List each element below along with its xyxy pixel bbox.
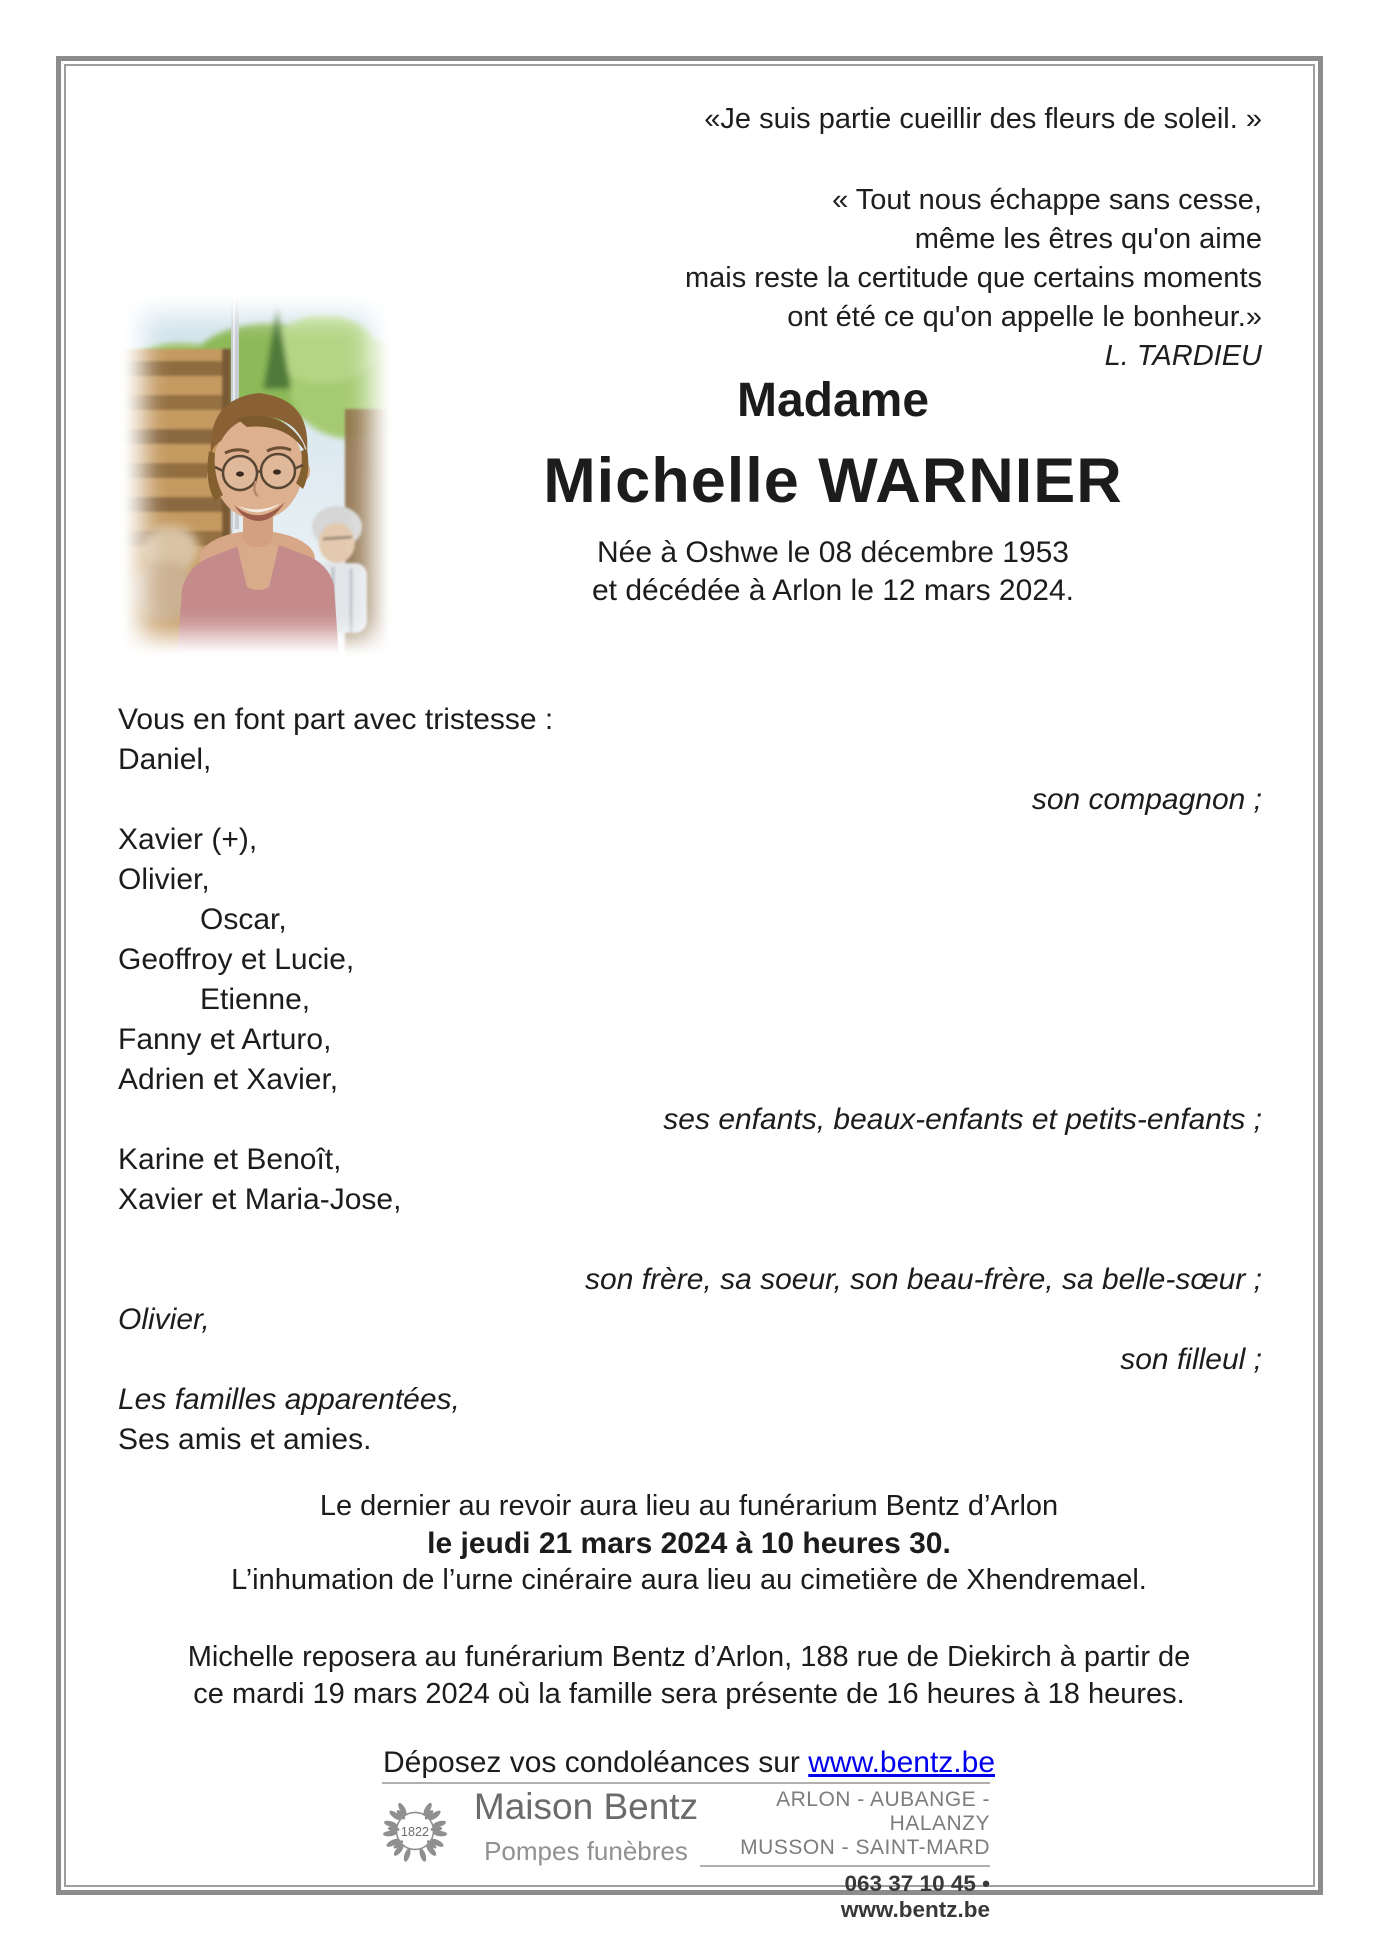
family-line: Fanny et Arturo, bbox=[118, 1023, 332, 1056]
ceremony-line: Le dernier au revoir aura lieu au funérarium Bentz d’Arlon bbox=[319, 1490, 1059, 1522]
family-relation-label: son frère, sa soeur, son beau-frère, sa belle-sœur ; bbox=[585, 1263, 1262, 1296]
deceased-birth-line: Née à Oshwe le 08 décembre 1953 bbox=[597, 536, 1069, 569]
family-line: Ses amis et amies. bbox=[118, 1423, 372, 1456]
condolences-website-link[interactable]: www.bentz.be bbox=[808, 1746, 996, 1779]
ceremony-details bbox=[62, 1488, 1316, 1713]
condolences-line bbox=[62, 1745, 1316, 1781]
family-line: Les familles apparentées, bbox=[118, 1383, 460, 1416]
logo-brand-column bbox=[456, 1786, 716, 1866]
family-line: Adrien et Xavier, bbox=[118, 1063, 339, 1096]
quote-stanza bbox=[685, 181, 1262, 376]
family-list bbox=[118, 700, 1262, 1460]
deceased-name: Michelle WARNIER bbox=[543, 446, 1123, 516]
family-line: Oscar, bbox=[200, 903, 287, 936]
funeral-home-tagline: Pompes funèbres bbox=[484, 1836, 688, 1866]
family-relation-label: son filleul ; bbox=[1120, 1343, 1262, 1376]
funeral-home-name: Maison Bentz bbox=[473, 1786, 699, 1827]
quote-author: L. TARDIEU bbox=[1104, 340, 1262, 372]
ceremony-line: L’inhumation de l’urne cinéraire aura lieu au cimetière de Xhendremael. bbox=[231, 1564, 1147, 1596]
wreath-year-text: 1822 bbox=[400, 1824, 430, 1839]
condolences-text: Déposez vos condoléances sur bbox=[382, 1746, 800, 1779]
quote-line: mais reste la certitude que certains moments bbox=[684, 262, 1262, 294]
funeral-home-logo bbox=[382, 1782, 990, 1922]
quote-line: « Tout nous échappe sans cesse, bbox=[832, 184, 1262, 216]
deceased-honorific: Madame bbox=[736, 374, 930, 427]
opening-quotes bbox=[685, 100, 1262, 376]
family-line: Geoffroy et Lucie, bbox=[118, 943, 355, 976]
family-line: Xavier et Maria-Jose, bbox=[118, 1183, 402, 1216]
cities-divider bbox=[700, 1865, 990, 1867]
deceased-title-block bbox=[390, 372, 1276, 610]
cities-line: MUSSON - SAINT-MARD bbox=[740, 1836, 990, 1859]
ceremony-line: Michelle reposera au funérarium Bentz d’Arlon, 188 rue de Diekirch à partir de bbox=[187, 1641, 1191, 1673]
quote-line: ont été ce qu'on appelle le bonheur.» bbox=[787, 301, 1262, 333]
cities-line: ARLON - AUBANGE - HALANZY bbox=[776, 1788, 990, 1835]
quote-line: même les êtres qu'on aime bbox=[914, 223, 1262, 255]
quote-line: «Je suis partie cueillir des fleurs de soleil. » bbox=[704, 103, 1262, 135]
family-line: Etienne, bbox=[200, 983, 311, 1016]
family-line: Xavier (+), bbox=[118, 823, 258, 856]
family-line: Olivier, bbox=[118, 863, 210, 896]
family-line: Karine et Benoît, bbox=[118, 1143, 342, 1176]
logo-top-divider bbox=[382, 1782, 990, 1784]
family-line: Olivier, bbox=[118, 1303, 210, 1336]
laurel-wreath-icon bbox=[382, 1790, 448, 1866]
family-relation-label: ses enfants, beaux-enfants et petits-enfants ; bbox=[663, 1103, 1262, 1136]
phone-and-website: 063 37 10 45 • www.bentz.be bbox=[840, 1871, 990, 1922]
deceased-death-line: et décédée à Arlon le 12 mars 2024. bbox=[592, 574, 1074, 607]
ceremony-line: ce mardi 19 mars 2024 où la famille sera présente de 16 heures à 18 heures. bbox=[193, 1678, 1185, 1710]
ceremony-date-line: le jeudi 21 mars 2024 à 10 heures 30. bbox=[427, 1527, 951, 1560]
portrait-photo-illustration bbox=[119, 291, 394, 659]
family-relation-label: son compagnon ; bbox=[1031, 783, 1262, 816]
logo-cities-column bbox=[690, 1788, 990, 1923]
family-line: Daniel, bbox=[118, 743, 212, 776]
portrait-photo bbox=[119, 291, 394, 659]
family-intro: Vous en font part avec tristesse : bbox=[118, 703, 554, 736]
